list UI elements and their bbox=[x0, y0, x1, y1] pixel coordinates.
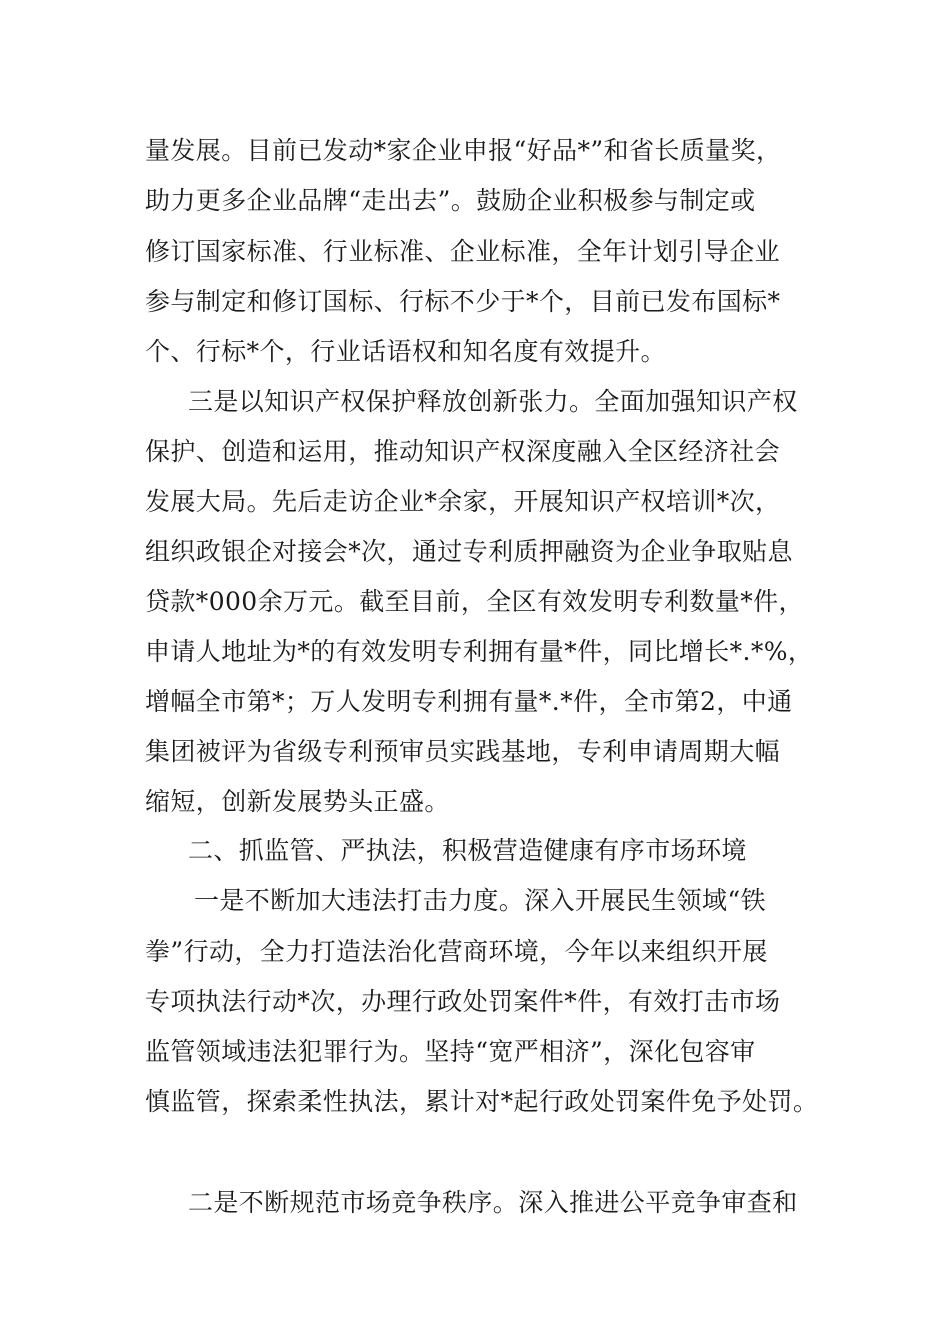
section-heading: 二、抓监管、严执法，积极营造健康有序市场环境 bbox=[188, 836, 747, 865]
text-line: 组织政银企对接会*次，通过专利质押融资为企业争取贴息 bbox=[145, 537, 793, 566]
paragraph-start: 二是不断规范市场竞争秩序。深入推进公平竞争审查和 bbox=[188, 1188, 798, 1217]
text-line: 助力更多企业品牌“走出去”。鼓励企业积极参与制定或 bbox=[145, 186, 756, 215]
text-line: 修订国家标准、行业标准、企业标准，全年计划引导企业 bbox=[145, 237, 781, 266]
text-line: 增幅全市第*；万人发明专利拥有量*.*件，全市第2，中通 bbox=[145, 687, 793, 716]
paragraph-start: 三是以知识产权保护释放创新张力。全面加强知识产权 bbox=[188, 387, 798, 416]
text-line: 缩短，创新发展势头正盛。 bbox=[145, 787, 450, 816]
text-line: 监管领域违法犯罪行为。坚持“宽严相济”，深化包容审 bbox=[145, 1037, 756, 1066]
text-line: 集团被评为省级专利预审员实践基地，专利申请周期大幅 bbox=[145, 737, 781, 766]
text-line: 发展大局。先后走访企业*余家，开展知识产权培训*次， bbox=[145, 487, 781, 516]
text-line: 贷款*000余万元。截至目前，全区有效发明专利数量*件， bbox=[145, 587, 804, 616]
text-line: 拳”行动，全力打造法治化营商环境，今年以来组织开展 bbox=[145, 937, 768, 966]
text-line: 量发展。目前已发动*家企业申报“好品*”和省长质量奖， bbox=[145, 136, 782, 165]
text-line: 个、行标*个，行业话语权和知名度有效提升。 bbox=[145, 337, 666, 366]
text-line: 保护、创造和运用，推动知识产权深度融入全区经济社会 bbox=[145, 437, 781, 466]
paragraph-start: 一是不断加大违法打击力度。深入开展民生领域“铁 bbox=[194, 886, 766, 915]
text-line: 申请人地址为*的有效发明专利拥有量*件，同比增长*.*%， bbox=[145, 637, 814, 666]
text-line: 参与制定和修订国标、行标不少于*个，目前已发布国标* bbox=[145, 287, 781, 316]
text-line: 慎监管，探索柔性执法，累计对*起行政处罚案件免予处罚。 bbox=[145, 1087, 819, 1116]
text-line: 专项执法行动*次，办理行政处罚案件*件，有效打击市场 bbox=[145, 987, 781, 1016]
